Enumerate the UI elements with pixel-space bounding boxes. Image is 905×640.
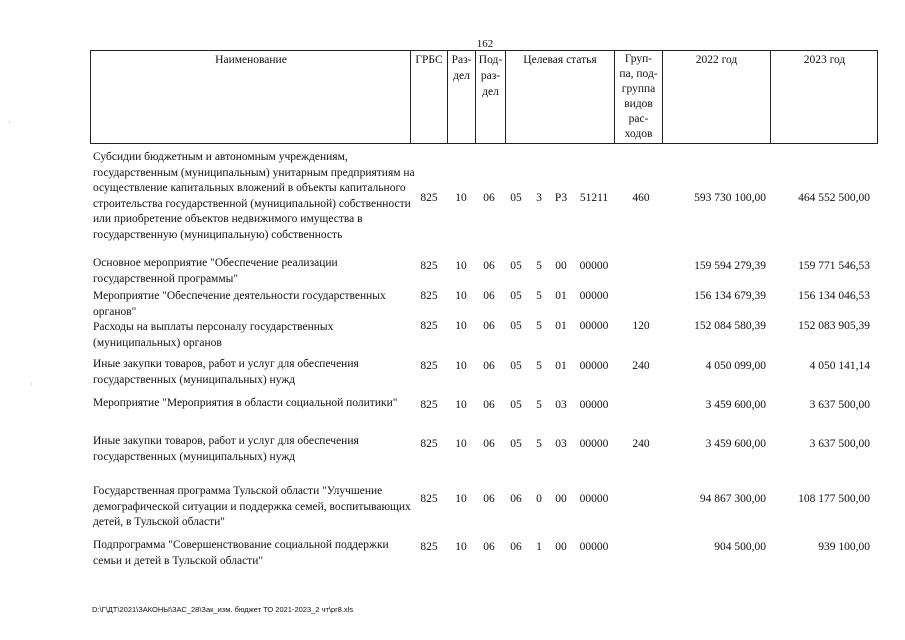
cell-cs2: 5 (536, 320, 542, 332)
cell-grbs: 825 (420, 438, 438, 450)
cell-grbs: 825 (420, 192, 438, 204)
cell-cs4: 00000 (579, 438, 609, 450)
cell-v2022: 4 050 099,00 (705, 360, 766, 372)
page-number: 162 (476, 38, 494, 50)
cell-v2023: 156 134 046,53 (798, 290, 870, 302)
cell-cs4: 00000 (579, 260, 609, 272)
cell-cs1: 05 (510, 320, 522, 332)
cell-cs2: 5 (536, 260, 542, 272)
cell-rz: 10 (455, 399, 467, 411)
header-2022: 2022 год (695, 54, 738, 66)
cell-rz: 10 (455, 541, 467, 553)
cell-cs3: 00 (555, 541, 567, 553)
cell-v2022: 156 134 679,39 (694, 290, 766, 302)
scan-mark: · (8, 118, 11, 127)
table-row (0, 396, 905, 428)
cell-cs3: 00 (555, 493, 567, 505)
file-path-footer: D:\Г\ДТ\2021\ЗАКОНЫ\ЗАС_28\Зак_изм. бюджет ТО 2021-2023_2 чт\pr8.xls (92, 605, 354, 614)
cell-vr: 240 (632, 360, 650, 372)
cell-v2023: 3 637 500,00 (809, 399, 870, 411)
header-podrazdel: Под- раз- дел (478, 54, 503, 98)
cell-cs1: 05 (510, 360, 522, 372)
cell-cs4: 51211 (579, 192, 609, 204)
cell-cs2: 5 (536, 399, 542, 411)
cell-rz: 10 (455, 360, 467, 372)
cell-rz: 10 (455, 192, 467, 204)
cell-pr: 06 (483, 399, 495, 411)
header-name: Наименование (215, 54, 287, 66)
cell-v2023: 939 100,00 (818, 541, 870, 553)
cell-cs4: 00000 (579, 493, 609, 505)
cell-v2023: 4 050 141,14 (809, 360, 870, 372)
cell-cs3: 03 (555, 438, 567, 450)
row-name: Субсидии бюджетным и автономным учреждениям, государственным (муниципальным) унитарным предприятиям на осуществление капитальных вложений в объекты капитального строительства государственной (муниципальной) собственности или приобретение объектов недвижимого имущества в государственную (муниципальную) собственность (93, 151, 415, 241)
cell-rz: 10 (455, 493, 467, 505)
header-2023: 2023 год (803, 54, 846, 66)
cell-v2023: 3 637 500,00 (809, 438, 870, 450)
header-razdel: Раз- дел (451, 54, 472, 82)
cell-v2022: 94 867 300,00 (699, 493, 766, 505)
cell-pr: 06 (483, 493, 495, 505)
cell-cs4: 00000 (579, 320, 609, 332)
cell-grbs: 825 (420, 290, 438, 302)
cell-v2023: 108 177 500,00 (798, 493, 870, 505)
cell-cs1: 05 (510, 290, 522, 302)
cell-cs3: Р3 (554, 192, 568, 204)
header-grbs: ГРБС (415, 54, 443, 66)
cell-pr: 06 (483, 360, 495, 372)
cell-pr: 06 (483, 192, 495, 204)
cell-cs4: 00000 (579, 360, 609, 372)
cell-cs3: 01 (555, 360, 567, 372)
cell-pr: 06 (483, 541, 495, 553)
cell-cs3: 03 (555, 399, 567, 411)
cell-vr: 120 (632, 320, 650, 332)
cell-v2022: 152 084 580,39 (694, 320, 766, 332)
table-row (0, 320, 905, 352)
table-row (0, 357, 905, 389)
cell-cs3: 00 (555, 260, 567, 272)
cell-cs1: 05 (510, 260, 522, 272)
cell-cs1: 05 (510, 438, 522, 450)
header-expense-group: Груп- па, под- группа видов рас- ходов (619, 53, 658, 140)
cell-cs4: 00000 (579, 290, 609, 302)
cell-grbs: 825 (420, 320, 438, 332)
cell-grbs: 825 (420, 260, 438, 272)
table-row (0, 484, 905, 532)
row-name: Мероприятие "Обеспечение деятельности государственных органов" (93, 290, 386, 318)
cell-cs1: 05 (510, 192, 522, 204)
table-row (0, 150, 905, 254)
cell-cs4: 00000 (579, 399, 609, 411)
cell-pr: 06 (483, 320, 495, 332)
cell-cs3: 01 (555, 290, 567, 302)
cell-vr: 240 (632, 438, 650, 450)
cell-rz: 10 (455, 290, 467, 302)
cell-rz: 10 (455, 438, 467, 450)
cell-cs4: 00000 (579, 541, 609, 553)
table-row (0, 434, 905, 466)
cell-grbs: 825 (420, 399, 438, 411)
cell-pr: 06 (483, 290, 495, 302)
cell-cs2: 5 (536, 438, 542, 450)
cell-v2023: 152 083 905,39 (798, 320, 870, 332)
cell-rz: 10 (455, 260, 467, 272)
cell-v2022: 3 459 600,00 (705, 399, 766, 411)
scan-mark: · (30, 380, 33, 389)
cell-vr: 460 (632, 192, 650, 204)
cell-cs1: 06 (510, 541, 522, 553)
row-name: Иные закупки товаров, работ и услуг для обеспечения государственных (муниципальных) нужд (93, 435, 359, 463)
cell-cs1: 06 (510, 493, 522, 505)
cell-v2023: 159 771 546,53 (798, 260, 870, 272)
row-name: Подпрограмма "Совершенствование социальной поддержки семьи и детей в Тульской области" (93, 539, 389, 567)
cell-grbs: 825 (420, 360, 438, 372)
cell-grbs: 825 (420, 493, 438, 505)
table-row (0, 256, 905, 288)
table-row (0, 538, 905, 570)
row-name: Иные закупки товаров, работ и услуг для обеспечения государственных (муниципальных) нужд (93, 358, 359, 386)
cell-cs2: 3 (536, 192, 542, 204)
cell-pr: 06 (483, 260, 495, 272)
cell-v2023: 464 552 500,00 (798, 192, 870, 204)
cell-cs3: 01 (555, 320, 567, 332)
row-name: Государственная программа Тульской области "Улучшение демографической ситуации и поддержка семей, воспитывающих детей, в Тульской области" (93, 485, 411, 528)
row-name: Мероприятие "Мероприятия в области социальной политики" (93, 397, 398, 409)
header-target-article: Целевая статья (523, 54, 597, 66)
cell-v2022: 159 594 279,39 (694, 260, 766, 272)
row-name: Основное мероприятие "Обеспечение реализации государственной программы" (93, 257, 338, 285)
table-row (0, 289, 905, 321)
cell-v2022: 3 459 600,00 (705, 438, 766, 450)
cell-v2022: 904 500,00 (714, 541, 766, 553)
row-name: Расходы на выплаты персоналу государственных (муниципальных) органов (93, 321, 334, 349)
cell-cs1: 05 (510, 399, 522, 411)
cell-cs2: 1 (536, 541, 542, 553)
cell-v2022: 593 730 100,00 (694, 192, 766, 204)
cell-rz: 10 (455, 320, 467, 332)
cell-cs2: 5 (536, 360, 542, 372)
cell-cs2: 5 (536, 290, 542, 302)
cell-grbs: 825 (420, 541, 438, 553)
cell-cs2: 0 (536, 493, 542, 505)
cell-pr: 06 (483, 438, 495, 450)
